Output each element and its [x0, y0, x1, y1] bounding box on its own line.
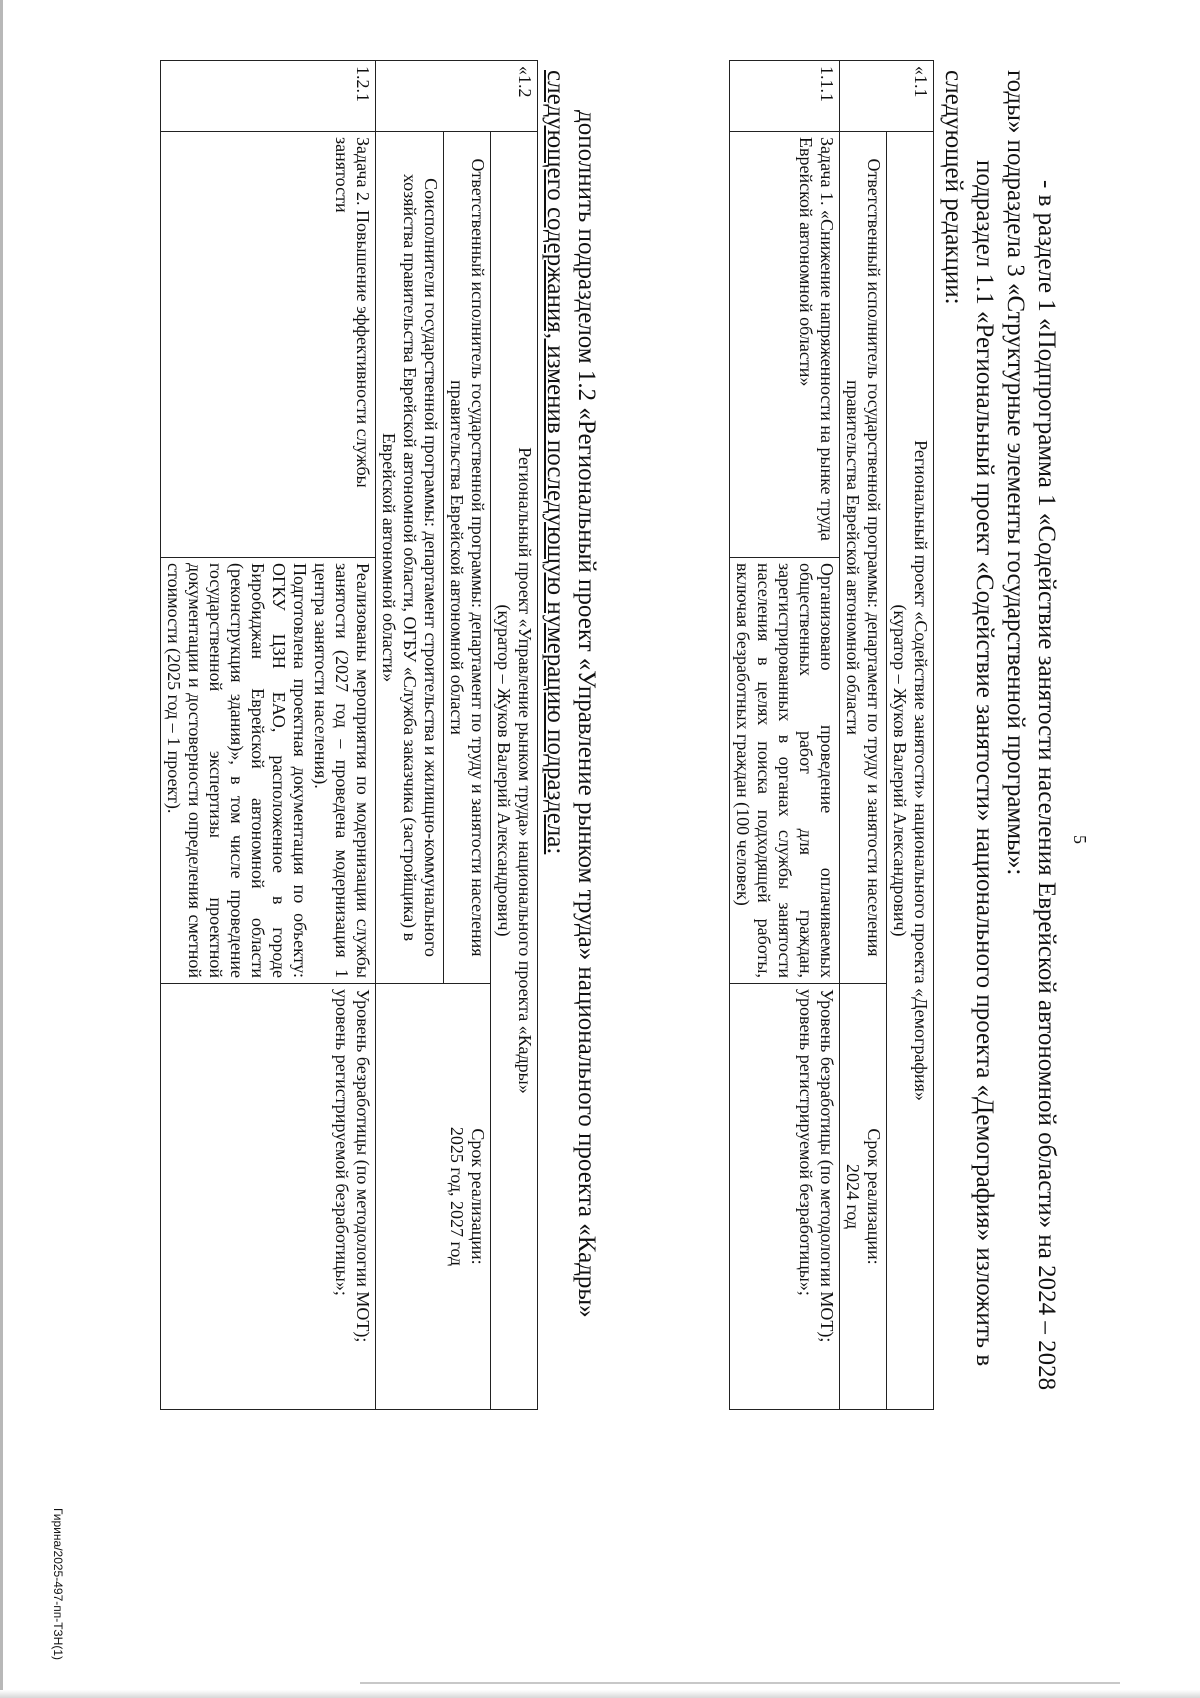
table2-task: Задача 2. Повышение эффективности службы занятости [161, 132, 376, 558]
table2-result [161, 558, 376, 984]
table2-result-paragraph-2: Подготовлена проектная документация по объекту: ОГКУ ЦЗН ЕАО, расположенное в городе Биробиджан Еврейской автономной области (реконструкция здания)», в том числе проведение государственной экспертизы проектной документации и достоверности определения сметной стоимости (2025 год – 1 проект). [164, 563, 310, 978]
table1-section-number: «1.1 [840, 61, 934, 132]
table1-row-number: 1.1.1 [730, 61, 840, 132]
table1-term: Срок реализации: 2024 год [840, 984, 887, 1410]
rotated-document-page [0, 10, 1150, 1660]
table1-result: Организовано проведение оплачиваемых общественных работ для граждан, зарегистрированных в органах службы занятости населения в целях поиска подходящей работы, включая безработных граждан (100 человек) [730, 558, 840, 984]
table1-responsible: Ответственный исполнитель государственной программы: департамент по труду и занятости населения правительства Еврейской автономной области [840, 132, 887, 984]
mid-line-1: дополнить подразделом 1.2 «Региональный проект «Управление рынком труда» национального проекта «Кадры» [573, 110, 600, 1318]
table1-project-title: Региональный проект «Содействие занятости» национального проекта «Демография» [911, 440, 931, 1101]
intro-line-1: - в разделе 1 «Подпрограмма 1 «Содействие занятости населения Еврейской автономной области» на 2024 – 2028 [1033, 180, 1060, 1391]
table2-curator: (куратор – Жуков Валерий Александрович) [494, 604, 514, 937]
table2-section-number: «1.2 [376, 61, 538, 132]
table1-task: Задача 1. «Снижение напряженности на рынке труда Еврейской автономной области» [730, 132, 840, 558]
table1-header [887, 132, 934, 1410]
table2-indicators: Уровень безработицы (по методологии МОТ); уровень регистрируемой безработицы»; [161, 984, 376, 1410]
table2-row-number: 1.2.1 [161, 61, 376, 132]
document-footer-code: Гирина/2025-497-пп-ТЗН(1) [51, 1507, 65, 1660]
table1-indicators: Уровень безработицы (по методологии МОТ); уровень регистрируемой безработицы»; [730, 984, 840, 1410]
scan-edge-bottom [0, 1690, 1200, 1698]
page-number: 5 [1070, 835, 1090, 844]
mid-line-2 [540, 70, 571, 1660]
intro-line-4: следующей редакции: [940, 70, 967, 305]
table2-term: Срок реализации: 2025 год, 2027 год [376, 984, 491, 1410]
table2-result-paragraph-1: Реализованы мероприятия по модернизации службы занятости (2027 год – проведена модернизация 1 центра занятости населения). [311, 563, 373, 978]
intro-line-2: годы» подраздела 3 «Структурные элементы государственной программы»: [1002, 70, 1029, 876]
intro-line-3: подраздел 1.1 «Региональный проект «Содействие занятости» национального проекта «Демография» изложить в [971, 160, 998, 1367]
table2-responsible: Ответственный исполнитель государственной программы: департамент по труду и занятости населения правительства Еврейской автономной области [444, 132, 491, 984]
project-table-labor-market [160, 60, 538, 1410]
table2-project-title: Региональный проект «Управление рынком труда» национального проекта «Кадры» [515, 447, 535, 1094]
project-table-demography [729, 60, 934, 1410]
mid-line-2-text: следующего содержания, изменив последующую нумерацию подраздела: [542, 70, 569, 855]
table2-coexecutors: Соисполнители государственной программы: департамент строительства и жилищно-коммунального хозяйства правительства Еврейской автономной области, ОГБУ «Служба заказчика (застройщика) в Еврейской автономной области» [376, 132, 444, 984]
table2-header [491, 132, 538, 1410]
scan-artifact-line [360, 1682, 1120, 1684]
table1-curator: (куратор – Жуков Валерий Александрович) [890, 604, 910, 937]
